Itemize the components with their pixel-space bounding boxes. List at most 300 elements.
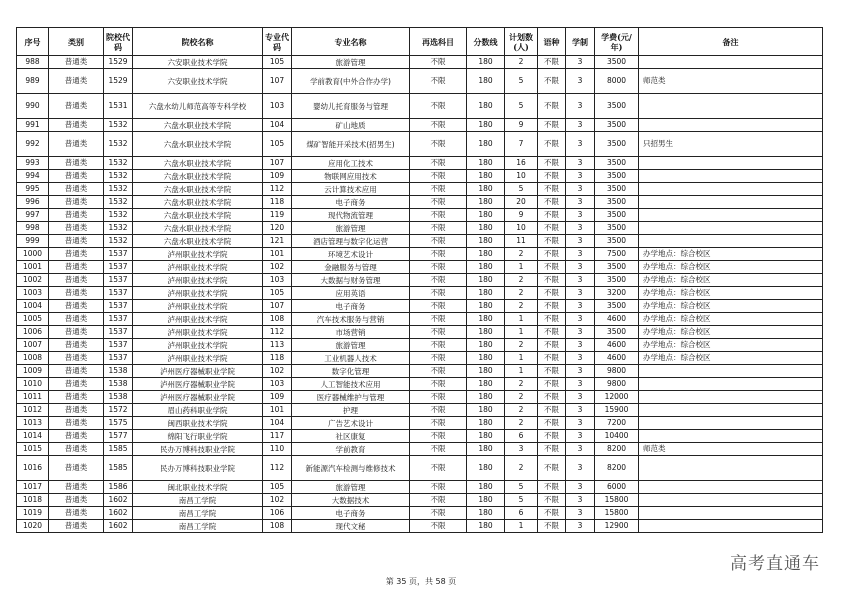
cell-school-code: 1537 <box>104 287 133 300</box>
cell-score: 180 <box>467 170 505 183</box>
cell-school-code: 1585 <box>104 456 133 481</box>
cell-major-code: 105 <box>263 56 292 69</box>
cell-school-name: 泸州职业技术学院 <box>133 352 263 365</box>
cell-tuition: 3500 <box>595 274 639 287</box>
cell-major-code: 108 <box>263 313 292 326</box>
cell-language: 不限 <box>538 209 566 222</box>
cell-elective: 不限 <box>410 339 467 352</box>
cell-remarks <box>639 481 823 494</box>
cell-category: 普通类 <box>49 69 104 94</box>
cell-remarks <box>639 430 823 443</box>
cell-tuition: 3500 <box>595 132 639 157</box>
cell-remarks <box>639 157 823 170</box>
cell-major-code: 102 <box>263 494 292 507</box>
cell-category: 普通类 <box>49 119 104 132</box>
cell-seq: 1000 <box>17 248 49 261</box>
cell-major-name: 市场营销 <box>292 326 410 339</box>
cell-elective: 不限 <box>410 157 467 170</box>
table-row <box>17 365 823 378</box>
cell-tuition: 3200 <box>595 287 639 300</box>
cell-score: 180 <box>467 378 505 391</box>
cell-plan: 2 <box>505 417 538 430</box>
cell-remarks <box>639 222 823 235</box>
cell-score: 180 <box>467 391 505 404</box>
table-row <box>17 378 823 391</box>
cell-language: 不限 <box>538 196 566 209</box>
cell-major-name: 护理 <box>292 404 410 417</box>
cell-elective: 不限 <box>410 69 467 94</box>
cell-remarks <box>639 378 823 391</box>
cell-major-name: 旅游管理 <box>292 339 410 352</box>
cell-remarks: 办学地点：综合校区 <box>639 274 823 287</box>
cell-major-code: 103 <box>263 94 292 119</box>
cell-school-code: 1585 <box>104 443 133 456</box>
cell-remarks <box>639 119 823 132</box>
cell-major-name: 汽车技术服务与营销 <box>292 313 410 326</box>
cell-school-code: 1537 <box>104 339 133 352</box>
table-row <box>17 417 823 430</box>
cell-elective: 不限 <box>410 494 467 507</box>
cell-major-code: 112 <box>263 183 292 196</box>
cell-duration: 3 <box>566 326 595 339</box>
cell-school-name: 民办万博科技职业学院 <box>133 456 263 481</box>
cell-seq: 1020 <box>17 520 49 533</box>
table-row <box>17 287 823 300</box>
cell-category: 普通类 <box>49 494 104 507</box>
cell-elective: 不限 <box>410 119 467 132</box>
cell-school-name: 六盘水职业技术学院 <box>133 235 263 248</box>
table-row <box>17 56 823 69</box>
cell-plan: 2 <box>505 378 538 391</box>
cell-language: 不限 <box>538 69 566 94</box>
cell-school-code: 1575 <box>104 417 133 430</box>
cell-elective: 不限 <box>410 352 467 365</box>
cell-remarks: 只招男生 <box>639 132 823 157</box>
cell-school-code: 1572 <box>104 404 133 417</box>
cell-score: 180 <box>467 261 505 274</box>
cell-major-code: 117 <box>263 430 292 443</box>
cell-school-name: 泸州职业技术学院 <box>133 300 263 313</box>
cell-major-code: 112 <box>263 456 292 481</box>
cell-elective: 不限 <box>410 132 467 157</box>
cell-seq: 992 <box>17 132 49 157</box>
cell-category: 普通类 <box>49 378 104 391</box>
cell-tuition: 3500 <box>595 235 639 248</box>
cell-elective: 不限 <box>410 196 467 209</box>
cell-remarks <box>639 196 823 209</box>
cell-school-code: 1537 <box>104 248 133 261</box>
cell-school-name: 泸州职业技术学院 <box>133 287 263 300</box>
cell-language: 不限 <box>538 248 566 261</box>
cell-plan: 9 <box>505 209 538 222</box>
cell-school-name: 泸州职业技术学院 <box>133 274 263 287</box>
table-row <box>17 494 823 507</box>
cell-tuition: 3500 <box>595 209 639 222</box>
cell-duration: 3 <box>566 248 595 261</box>
cell-tuition: 3500 <box>595 94 639 119</box>
table-row <box>17 352 823 365</box>
cell-language: 不限 <box>538 300 566 313</box>
cell-plan: 5 <box>505 94 538 119</box>
cell-major-code: 105 <box>263 287 292 300</box>
cell-score: 180 <box>467 494 505 507</box>
cell-school-name: 六盘水职业技术学院 <box>133 222 263 235</box>
cell-category: 普通类 <box>49 365 104 378</box>
cell-tuition: 7500 <box>595 248 639 261</box>
cell-school-code: 1538 <box>104 391 133 404</box>
cell-category: 普通类 <box>49 222 104 235</box>
cell-elective: 不限 <box>410 378 467 391</box>
cell-remarks: 办学地点：综合校区 <box>639 339 823 352</box>
col-header-tuition: 学费(元/年) <box>595 28 639 56</box>
cell-elective: 不限 <box>410 274 467 287</box>
table-row <box>17 69 823 94</box>
cell-seq: 1007 <box>17 339 49 352</box>
cell-major-name: 数字化管理 <box>292 365 410 378</box>
cell-score: 180 <box>467 352 505 365</box>
cell-plan: 5 <box>505 481 538 494</box>
table-row <box>17 507 823 520</box>
cell-major-code: 118 <box>263 196 292 209</box>
cell-duration: 3 <box>566 300 595 313</box>
table-row <box>17 235 823 248</box>
cell-category: 普通类 <box>49 157 104 170</box>
cell-language: 不限 <box>538 378 566 391</box>
cell-plan: 11 <box>505 235 538 248</box>
cell-language: 不限 <box>538 481 566 494</box>
table-row <box>17 313 823 326</box>
col-header-school-code: 院校代码 <box>104 28 133 56</box>
cell-school-code: 1537 <box>104 300 133 313</box>
cell-plan: 10 <box>505 170 538 183</box>
cell-school-code: 1532 <box>104 183 133 196</box>
cell-school-name: 泸州医疗器械职业学院 <box>133 365 263 378</box>
cell-school-code: 1529 <box>104 56 133 69</box>
cell-school-code: 1538 <box>104 365 133 378</box>
cell-category: 普通类 <box>49 287 104 300</box>
cell-major-name: 酒店管理与数字化运营 <box>292 235 410 248</box>
cell-category: 普通类 <box>49 326 104 339</box>
cell-category: 普通类 <box>49 132 104 157</box>
table-row <box>17 196 823 209</box>
cell-plan: 7 <box>505 132 538 157</box>
cell-seq: 1003 <box>17 287 49 300</box>
cell-remarks <box>639 456 823 481</box>
cell-duration: 3 <box>566 261 595 274</box>
cell-language: 不限 <box>538 313 566 326</box>
cell-plan: 2 <box>505 300 538 313</box>
cell-tuition: 9800 <box>595 365 639 378</box>
cell-elective: 不限 <box>410 507 467 520</box>
cell-remarks <box>639 56 823 69</box>
cell-category: 普通类 <box>49 507 104 520</box>
cell-seq: 1001 <box>17 261 49 274</box>
cell-seq: 990 <box>17 94 49 119</box>
cell-elective: 不限 <box>410 287 467 300</box>
cell-score: 180 <box>467 94 505 119</box>
table-row <box>17 157 823 170</box>
cell-score: 180 <box>467 300 505 313</box>
cell-major-name: 金融服务与管理 <box>292 261 410 274</box>
cell-category: 普通类 <box>49 481 104 494</box>
cell-duration: 3 <box>566 339 595 352</box>
cell-category: 普通类 <box>49 456 104 481</box>
cell-major-name: 医疗器械维护与管理 <box>292 391 410 404</box>
cell-major-code: 101 <box>263 248 292 261</box>
col-header-duration: 学制 <box>566 28 595 56</box>
cell-school-code: 1532 <box>104 222 133 235</box>
cell-tuition: 12000 <box>595 391 639 404</box>
cell-tuition: 3500 <box>595 157 639 170</box>
cell-school-code: 1602 <box>104 507 133 520</box>
cell-language: 不限 <box>538 183 566 196</box>
cell-major-code: 102 <box>263 261 292 274</box>
cell-score: 180 <box>467 209 505 222</box>
cell-major-code: 104 <box>263 417 292 430</box>
cell-plan: 6 <box>505 507 538 520</box>
cell-language: 不限 <box>538 132 566 157</box>
cell-remarks <box>639 209 823 222</box>
cell-plan: 6 <box>505 430 538 443</box>
cell-score: 180 <box>467 56 505 69</box>
cell-duration: 3 <box>566 69 595 94</box>
cell-plan: 2 <box>505 456 538 481</box>
cell-duration: 3 <box>566 196 595 209</box>
col-header-language: 语种 <box>538 28 566 56</box>
cell-duration: 3 <box>566 56 595 69</box>
cell-language: 不限 <box>538 494 566 507</box>
cell-plan: 2 <box>505 339 538 352</box>
cell-duration: 3 <box>566 507 595 520</box>
cell-seq: 1019 <box>17 507 49 520</box>
cell-score: 180 <box>467 132 505 157</box>
cell-tuition: 3500 <box>595 261 639 274</box>
cell-school-name: 泸州职业技术学院 <box>133 339 263 352</box>
cell-school-name: 闽西职业技术学院 <box>133 417 263 430</box>
cell-school-code: 1537 <box>104 261 133 274</box>
cell-school-code: 1532 <box>104 209 133 222</box>
cell-language: 不限 <box>538 274 566 287</box>
cell-tuition: 3500 <box>595 196 639 209</box>
cell-remarks: 办学地点：综合校区 <box>639 248 823 261</box>
cell-major-code: 101 <box>263 404 292 417</box>
cell-school-name: 六盘水职业技术学院 <box>133 183 263 196</box>
table-row <box>17 339 823 352</box>
cell-language: 不限 <box>538 94 566 119</box>
table-row <box>17 456 823 481</box>
cell-category: 普通类 <box>49 183 104 196</box>
cell-elective: 不限 <box>410 248 467 261</box>
cell-tuition: 10400 <box>595 430 639 443</box>
cell-school-code: 1532 <box>104 235 133 248</box>
cell-plan: 10 <box>505 222 538 235</box>
cell-major-code: 105 <box>263 132 292 157</box>
cell-major-name: 旅游管理 <box>292 56 410 69</box>
cell-category: 普通类 <box>49 443 104 456</box>
cell-tuition: 3500 <box>595 326 639 339</box>
cell-elective: 不限 <box>410 183 467 196</box>
cell-duration: 3 <box>566 430 595 443</box>
cell-school-code: 1532 <box>104 157 133 170</box>
table-row <box>17 300 823 313</box>
table-row <box>17 119 823 132</box>
cell-language: 不限 <box>538 170 566 183</box>
cell-tuition: 12900 <box>595 520 639 533</box>
cell-major-name: 云计算技术应用 <box>292 183 410 196</box>
cell-remarks: 办学地点：综合校区 <box>639 300 823 313</box>
cell-plan: 1 <box>505 261 538 274</box>
cell-duration: 3 <box>566 443 595 456</box>
cell-duration: 3 <box>566 481 595 494</box>
cell-major-code: 108 <box>263 520 292 533</box>
cell-category: 普通类 <box>49 417 104 430</box>
cell-seq: 1017 <box>17 481 49 494</box>
cell-seq: 1012 <box>17 404 49 417</box>
cell-school-code: 1538 <box>104 378 133 391</box>
cell-category: 普通类 <box>49 520 104 533</box>
cell-score: 180 <box>467 430 505 443</box>
cell-seq: 999 <box>17 235 49 248</box>
cell-tuition: 4600 <box>595 313 639 326</box>
cell-language: 不限 <box>538 417 566 430</box>
cell-language: 不限 <box>538 456 566 481</box>
cell-language: 不限 <box>538 430 566 443</box>
cell-tuition: 15800 <box>595 507 639 520</box>
cell-category: 普通类 <box>49 430 104 443</box>
cell-score: 180 <box>467 119 505 132</box>
cell-school-name: 六安职业技术学院 <box>133 69 263 94</box>
cell-duration: 3 <box>566 157 595 170</box>
cell-remarks <box>639 94 823 119</box>
cell-plan: 1 <box>505 352 538 365</box>
cell-score: 180 <box>467 326 505 339</box>
cell-school-name: 六盘水职业技术学院 <box>133 119 263 132</box>
cell-school-code: 1537 <box>104 326 133 339</box>
cell-school-code: 1532 <box>104 119 133 132</box>
cell-language: 不限 <box>538 404 566 417</box>
cell-plan: 5 <box>505 183 538 196</box>
cell-major-name: 电子商务 <box>292 507 410 520</box>
cell-category: 普通类 <box>49 56 104 69</box>
cell-plan: 2 <box>505 287 538 300</box>
cell-major-name: 矿山地质 <box>292 119 410 132</box>
cell-plan: 5 <box>505 69 538 94</box>
cell-elective: 不限 <box>410 443 467 456</box>
cell-remarks: 办学地点：综合校区 <box>639 287 823 300</box>
cell-major-code: 107 <box>263 69 292 94</box>
cell-seq: 1010 <box>17 378 49 391</box>
cell-major-code: 121 <box>263 235 292 248</box>
cell-tuition: 8200 <box>595 456 639 481</box>
cell-tuition: 3500 <box>595 222 639 235</box>
cell-major-name: 应用化工技术 <box>292 157 410 170</box>
cell-remarks: 办学地点：综合校区 <box>639 261 823 274</box>
table-row <box>17 132 823 157</box>
cell-major-name: 旅游管理 <box>292 481 410 494</box>
table-header-row <box>17 28 823 56</box>
cell-major-name: 学前教育(中外合作办学) <box>292 69 410 94</box>
cell-remarks <box>639 494 823 507</box>
cell-major-code: 119 <box>263 209 292 222</box>
col-header-remarks: 备注 <box>639 28 823 56</box>
cell-language: 不限 <box>538 507 566 520</box>
enrollment-plan-sheet <box>16 27 822 533</box>
cell-category: 普通类 <box>49 404 104 417</box>
cell-duration: 3 <box>566 352 595 365</box>
table-row <box>17 222 823 235</box>
table-row <box>17 274 823 287</box>
cell-plan: 3 <box>505 443 538 456</box>
cell-category: 普通类 <box>49 170 104 183</box>
cell-tuition: 8200 <box>595 443 639 456</box>
cell-remarks <box>639 170 823 183</box>
cell-school-name: 泸州职业技术学院 <box>133 313 263 326</box>
cell-duration: 3 <box>566 235 595 248</box>
cell-school-code: 1537 <box>104 313 133 326</box>
table-row <box>17 443 823 456</box>
cell-elective: 不限 <box>410 326 467 339</box>
cell-major-code: 107 <box>263 157 292 170</box>
cell-remarks <box>639 235 823 248</box>
cell-major-name: 大数据技术 <box>292 494 410 507</box>
cell-duration: 3 <box>566 494 595 507</box>
cell-elective: 不限 <box>410 56 467 69</box>
cell-score: 180 <box>467 365 505 378</box>
cell-major-name: 电子商务 <box>292 300 410 313</box>
cell-major-code: 107 <box>263 300 292 313</box>
cell-language: 不限 <box>538 520 566 533</box>
cell-school-name: 眉山药科职业学院 <box>133 404 263 417</box>
cell-duration: 3 <box>566 183 595 196</box>
cell-score: 180 <box>467 481 505 494</box>
cell-seq: 1011 <box>17 391 49 404</box>
cell-school-name: 南昌工学院 <box>133 507 263 520</box>
cell-plan: 1 <box>505 520 538 533</box>
cell-school-name: 六盘水职业技术学院 <box>133 196 263 209</box>
cell-seq: 1006 <box>17 326 49 339</box>
cell-score: 180 <box>467 222 505 235</box>
cell-seq: 1009 <box>17 365 49 378</box>
cell-seq: 1005 <box>17 313 49 326</box>
cell-major-code: 103 <box>263 274 292 287</box>
cell-remarks <box>639 520 823 533</box>
cell-tuition: 3500 <box>595 119 639 132</box>
cell-language: 不限 <box>538 352 566 365</box>
cell-score: 180 <box>467 443 505 456</box>
cell-remarks <box>639 391 823 404</box>
table-row <box>17 326 823 339</box>
cell-plan: 5 <box>505 494 538 507</box>
cell-tuition: 3500 <box>595 183 639 196</box>
cell-plan: 2 <box>505 56 538 69</box>
cell-major-code: 105 <box>263 481 292 494</box>
cell-major-name: 物联网应用技术 <box>292 170 410 183</box>
table-row <box>17 261 823 274</box>
cell-elective: 不限 <box>410 222 467 235</box>
cell-elective: 不限 <box>410 430 467 443</box>
cell-seq: 988 <box>17 56 49 69</box>
cell-major-code: 110 <box>263 443 292 456</box>
col-header-score-line: 分数线 <box>467 28 505 56</box>
cell-tuition: 3500 <box>595 56 639 69</box>
cell-seq: 993 <box>17 157 49 170</box>
cell-tuition: 15900 <box>595 404 639 417</box>
cell-seq: 1002 <box>17 274 49 287</box>
cell-plan: 2 <box>505 248 538 261</box>
cell-language: 不限 <box>538 443 566 456</box>
cell-score: 180 <box>467 404 505 417</box>
table-row <box>17 520 823 533</box>
